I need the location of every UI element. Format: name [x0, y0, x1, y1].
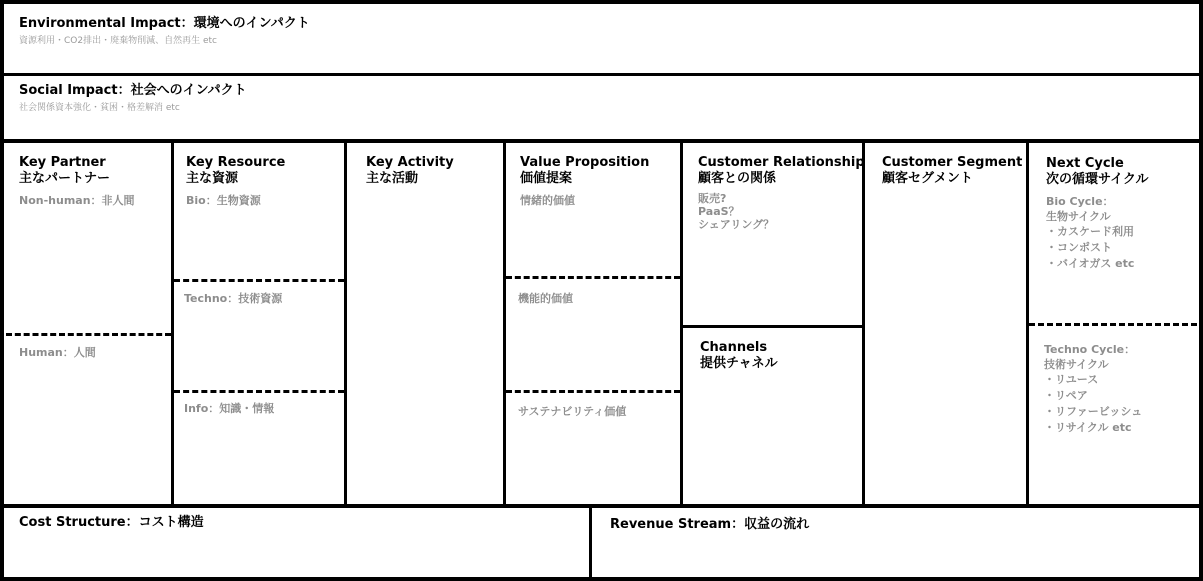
- dash-value-prop-1: [506, 276, 680, 279]
- divider-relationship-channels: [682, 325, 864, 328]
- list-item: ・コンポスト: [1046, 241, 1112, 254]
- value-proposition-sustainability: サステナビリティ価値: [518, 405, 627, 418]
- divider-social-main: [4, 139, 1199, 143]
- value-proposition-functional-area: [518, 291, 573, 306]
- key-partner-human: Human：人間: [19, 346, 96, 359]
- next-cycle-title-ja: 次の循環サイクル: [1046, 172, 1149, 187]
- dash-next-cycle: [1029, 323, 1197, 326]
- key-resource-info: Info：知識・情報: [184, 402, 275, 415]
- value-proposition-title-en: Value Proposition: [520, 155, 650, 170]
- dash-value-prop-2: [506, 390, 680, 393]
- key-resource-info-area: [184, 401, 274, 416]
- key-partner-title-en: Key Partner: [19, 155, 106, 170]
- key-activity-section: [366, 155, 454, 187]
- list-item: ・カスケード利用: [1046, 225, 1134, 238]
- revenue-stream-title: Revenue Stream：収益の流れ: [610, 517, 810, 532]
- next-cycle-section: [1046, 156, 1148, 272]
- list-item: PaaS？: [698, 205, 740, 218]
- key-partner-section: [19, 155, 135, 208]
- key-activity-title-en: Key Activity: [366, 155, 454, 170]
- social-impact-section: [19, 83, 247, 114]
- customer-segment-title-en: Customer Segment: [882, 155, 1023, 170]
- key-resource-techno-area: [184, 291, 282, 306]
- divider-col-1: [171, 141, 174, 506]
- customer-segment-section: [882, 155, 1022, 187]
- key-resource-section: [186, 155, 285, 208]
- environmental-impact-title: Environmental Impact：環境へのインパクト: [19, 16, 310, 31]
- dash-key-partner: [6, 333, 171, 336]
- divider-main-bottom: [4, 504, 1199, 508]
- cost-structure-section: [19, 515, 204, 531]
- divider-env-social: [4, 73, 1199, 76]
- customer-relationship-title-ja: 顧客との関係: [698, 171, 777, 186]
- next-cycle-title-en: Next Cycle: [1046, 156, 1124, 171]
- list-item: 販売?: [698, 192, 727, 205]
- key-partner-title-ja: 主なパートナー: [19, 171, 111, 186]
- channels-title-en: Channels: [700, 340, 768, 355]
- key-resource-bio: Bio：生物資源: [186, 194, 261, 207]
- list-item: ・リペア: [1044, 389, 1088, 402]
- channels-title-ja: 提供チャネル: [700, 356, 778, 371]
- bio-cycle-head: Bio Cycle：: [1046, 195, 1114, 208]
- customer-relationship-list: [698, 192, 865, 231]
- social-impact-title: Social Impact：社会へのインパクト: [19, 83, 247, 98]
- bio-cycle-list: [1046, 224, 1148, 272]
- customer-segment-title-ja: 顧客セグメント: [882, 171, 973, 186]
- value-proposition-emotional: 情緒的価値: [520, 194, 575, 207]
- cost-structure-title: Cost Structure：コスト構造: [19, 515, 204, 530]
- key-partner-human-area: [19, 345, 96, 360]
- techno-cycle-area: [1044, 342, 1142, 436]
- list-item: ・バイオガス etc: [1046, 257, 1135, 270]
- value-proposition-sustainability-area: [518, 404, 626, 419]
- list-item: ・リサイクル etc: [1044, 421, 1132, 434]
- divider-col-3: [503, 141, 506, 506]
- key-activity-title-ja: 主な活動: [366, 171, 419, 186]
- bio-cycle-sub: 生物サイクル: [1046, 210, 1111, 223]
- list-item: シェアリング？: [698, 218, 775, 231]
- key-partner-nonhuman: Non-human：非人間: [19, 194, 135, 207]
- dash-key-resource-1: [174, 279, 344, 282]
- channels-section: [700, 340, 778, 372]
- key-resource-title-ja: 主な資源: [186, 171, 239, 186]
- environmental-impact-note: 資源利用・CO2排出・廃棄物削減、自然再生 etc: [19, 36, 217, 46]
- list-item: ・リユース: [1044, 373, 1099, 386]
- customer-relationship-section: [698, 155, 865, 231]
- customer-relationship-title-en: Customer Relationship: [698, 155, 865, 170]
- list-item: ・リファービッシュ: [1044, 405, 1143, 418]
- divider-col-2: [344, 141, 347, 506]
- key-resource-techno: Techno：技術資源: [184, 292, 283, 305]
- divider-bottom: [589, 506, 592, 577]
- environmental-impact-section: [19, 16, 310, 47]
- divider-col-4: [680, 141, 683, 506]
- value-proposition-functional: 機能的価値: [518, 292, 573, 305]
- dash-key-resource-2: [174, 390, 344, 393]
- techno-cycle-sub: 技術サイクル: [1044, 358, 1109, 371]
- value-proposition-section: [520, 155, 649, 208]
- techno-cycle-list: [1044, 372, 1142, 436]
- techno-cycle-head: Techno Cycle：: [1044, 343, 1136, 356]
- revenue-stream-section: [610, 517, 809, 533]
- social-impact-note: 社会関係資本強化・貧困・格差解消 etc: [19, 103, 180, 113]
- key-resource-title-en: Key Resource: [186, 155, 286, 170]
- value-proposition-title-ja: 価値提案: [520, 171, 573, 186]
